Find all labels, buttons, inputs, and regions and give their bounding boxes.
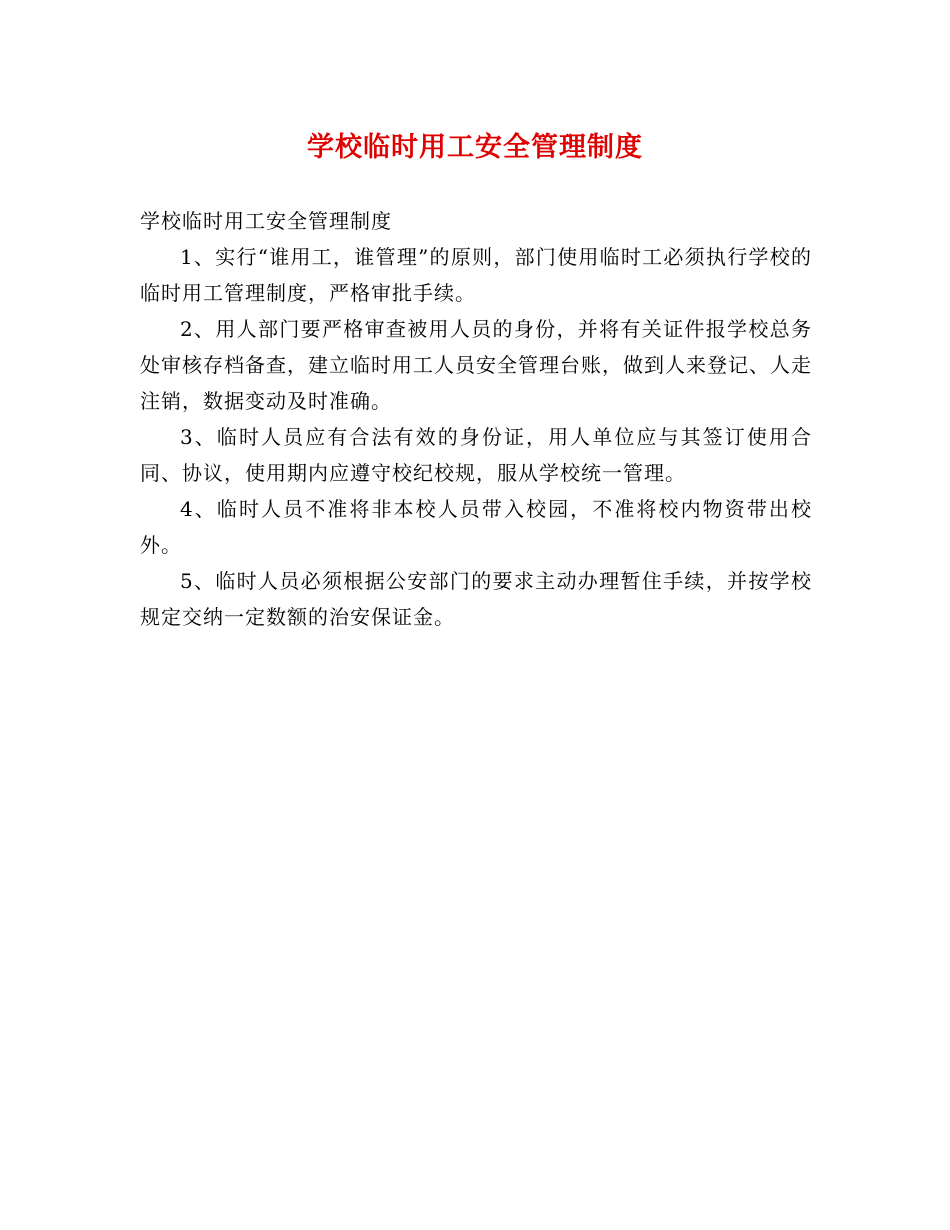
clause-4: 4、临时人员不准将非本校人员带入校园，不准将校内物资带出校外。 [140,497,812,557]
clause-5: 5、临时人员必须根据公安部门的要求主动办理暂住手续，并按学校规定交纳一定数额的治安保证金。 [140,569,812,629]
clause-3: 3、临时人员应有合法有效的身份证，用人单位应与其签订使用合同、协议，使用期内应遵守校纪校规，服从学校统一管理。 [140,425,812,485]
document-title: 学校临时用工安全管理制度 [307,132,643,163]
clause-1: 1、实行“谁用工，谁管理”的原则，部门使用临时工必须执行学校的临时用工管理制度，严格审批手续。 [140,245,812,305]
clause-2: 2、用人部门要严格审查被用人员的身份，并将有关证件报学校总务处审核存档备查，建立临时用工人员安全管理台账，做到人来登记、人走注销，数据变动及时准确。 [140,317,812,413]
document-subtitle: 学校临时用工安全管理制度 [140,209,392,233]
document-body [140,203,812,635]
